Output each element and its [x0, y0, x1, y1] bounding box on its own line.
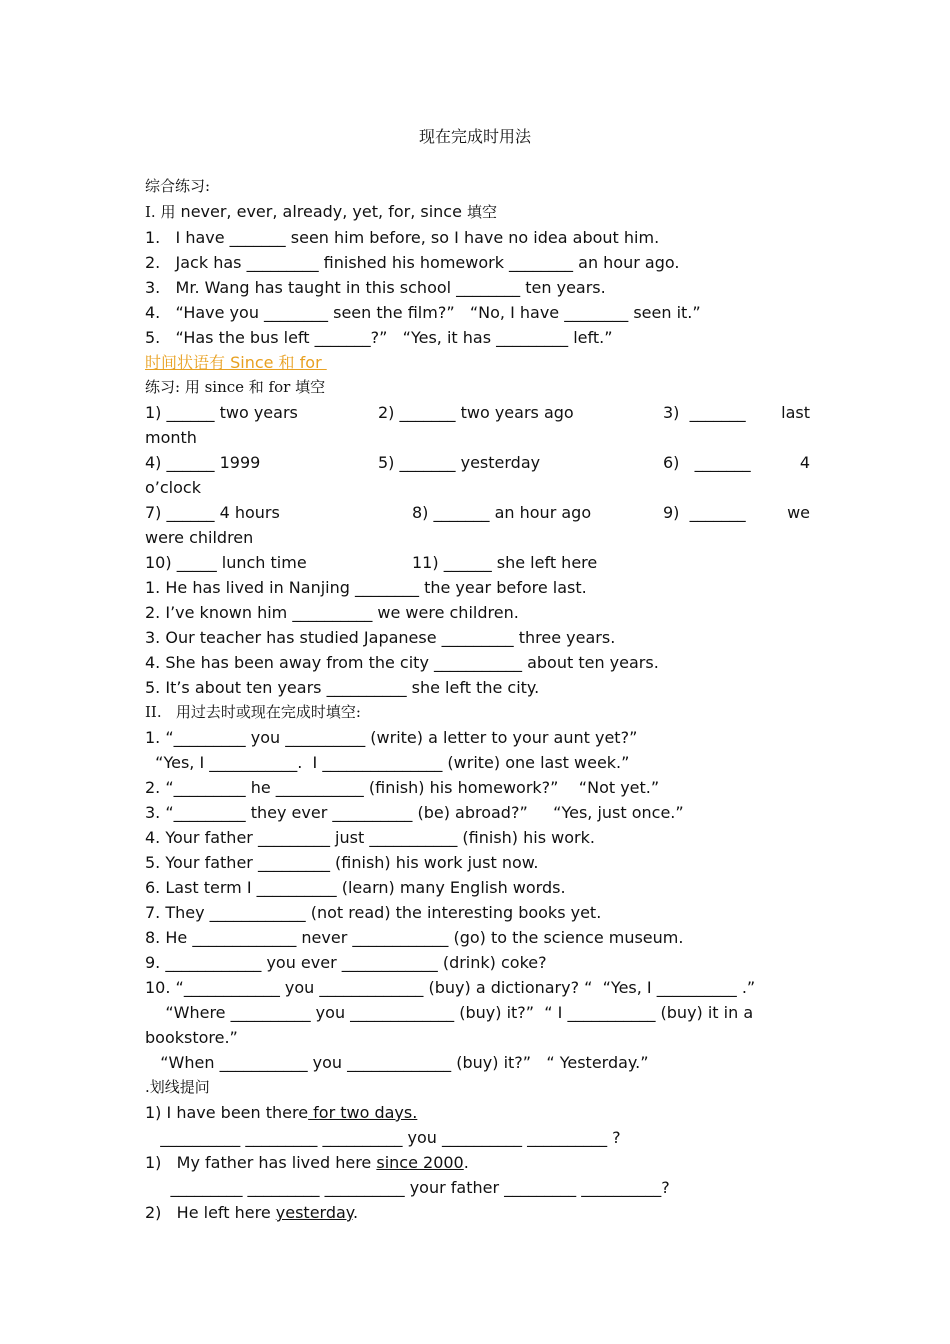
answer-blanks: __________ _________ __________ you __________ __________ ?: [145, 1128, 621, 1147]
grid-cell: 1) ______ two years: [145, 403, 298, 422]
grid-cell: 5) _______ yesterday: [378, 453, 541, 472]
page-title: 现在完成时用法: [418, 127, 531, 146]
grid-row: [145, 550, 810, 575]
grid-cell: 10) _____ lunch time: [145, 553, 307, 572]
instruction-suffix: 填空: [467, 203, 498, 221]
exercise-item: 4. “Have you ________ seen the film?” “No, I have ________ seen it.”: [145, 303, 701, 322]
grid-cell: 8) _______ an hour ago: [412, 503, 592, 522]
exercise-item: “Where __________ you _____________ (buy) it?” “ I ___________ (buy) it in a: [145, 1003, 754, 1022]
underlined-phrase: since 2000: [376, 1153, 464, 1172]
grid-cell: we: [787, 503, 810, 522]
grid-cell-group: [663, 450, 810, 475]
question-text: 1) I have been there: [145, 1103, 309, 1122]
grid-cell-group: [663, 400, 810, 425]
grid-cell: 7) ______ 4 hours: [145, 503, 280, 522]
grid-wrap: were children: [145, 528, 254, 547]
exercise-item: 9. ____________ you ever ____________ (drink) coke?: [145, 953, 547, 972]
exercise-item: 5. Your father _________ (finish) his work just now.: [145, 853, 539, 872]
underlined-phrase: yesterday: [275, 1203, 353, 1222]
since-for-link[interactable]: 时间状语有 Since 和 for: [145, 353, 327, 372]
exercise-item: 2. Jack has _________ finished his homework ________ an hour ago.: [145, 253, 680, 272]
grid-row: [145, 450, 810, 475]
exercise-item: 1. He has lived in Nanjing ________ the year before last.: [145, 578, 587, 597]
grid-row: [145, 400, 810, 425]
grid-cell: last: [781, 403, 810, 422]
section-heading: 综合练习:: [145, 177, 211, 195]
exercise-item: 8. He _____________ never ____________ (go) to the science museum.: [145, 928, 684, 947]
exercise-item: “When ___________ you _____________ (buy) it?” “ Yesterday.”: [145, 1053, 649, 1072]
exercise-item: 2. “_________ he ___________ (finish) his homework?” “Not yet.”: [145, 778, 660, 797]
grid-cell: 11) ______ she left here: [412, 553, 598, 572]
question-end: .: [463, 1153, 469, 1172]
exercise-item: 10. “____________ you _____________ (buy) a dictionary? “ “Yes, I __________ .”: [145, 978, 756, 997]
exercise-item: 3. “_________ they ever __________ (be) abroad?” “Yes, just once.”: [145, 803, 684, 822]
grid-cell: 6) _______: [663, 453, 751, 472]
exercise-item: 4. Your father _________ just ___________ (finish) his work.: [145, 828, 595, 847]
part1-instruction: [145, 199, 810, 225]
question-item: [145, 1200, 810, 1225]
question-text: 2) He left here: [145, 1203, 276, 1222]
grid-cell: 4) ______ 1999: [145, 453, 261, 472]
grid-wrap: month: [145, 428, 197, 447]
exercise-item: bookstore.”: [145, 1028, 238, 1047]
answer-blanks: _________ _________ __________ your father _________ __________?: [145, 1178, 670, 1197]
part3-heading: .划线提问: [145, 1078, 210, 1096]
document-body: [145, 174, 810, 1225]
grid-cell: 4: [799, 453, 810, 472]
exercise-item: 5. “Has the bus left _______?” “Yes, it has _________ left.”: [145, 328, 613, 347]
exercise-item: 3. Mr. Wang has taught in this school ________ ten years.: [145, 278, 606, 297]
grid-row: [145, 500, 810, 525]
exercise-item: 1. “_________ you __________ (write) a letter to your aunt yet?”: [145, 728, 638, 747]
question-item: [145, 1100, 810, 1125]
exercise-item: 4. She has been away from the city ___________ about ten years.: [145, 653, 659, 672]
grid-cell: 3) _______: [663, 403, 746, 422]
underlined-phrase: for two days.: [308, 1103, 418, 1122]
exercise-item: “Yes, I ___________. I _______________ (write) one last week.”: [145, 753, 630, 772]
grid-cell: 2) _______ two years ago: [378, 403, 574, 422]
exercise-item: 5. It’s about ten years __________ she left the city.: [145, 678, 540, 697]
question-item: [145, 1150, 810, 1175]
exercise-item: 6. Last term I __________ (learn) many English words.: [145, 878, 566, 897]
grid-cell: 9) _______: [663, 503, 746, 522]
practice-heading: 练习: 用 since 和 for 填空: [145, 378, 326, 396]
question-end: .: [353, 1203, 359, 1222]
instruction-prefix: I. 用: [145, 203, 176, 221]
grid-cell-group: [663, 500, 810, 525]
instruction-words: never, ever, already, yet, for, since: [175, 202, 468, 221]
exercise-item: 2. I’ve known him __________ we were children.: [145, 603, 519, 622]
grid-wrap: o’clock: [145, 478, 201, 497]
part2-instruction: II. 用过去时或现在完成时填空:: [145, 703, 361, 721]
question-text: 1) My father has lived here: [145, 1153, 377, 1172]
exercise-item: 3. Our teacher has studied Japanese _________ three years.: [145, 628, 616, 647]
exercise-item: 1. I have _______ seen him before, so I have no idea about him.: [145, 228, 660, 247]
exercise-item: 7. They ____________ (not read) the interesting books yet.: [145, 903, 602, 922]
